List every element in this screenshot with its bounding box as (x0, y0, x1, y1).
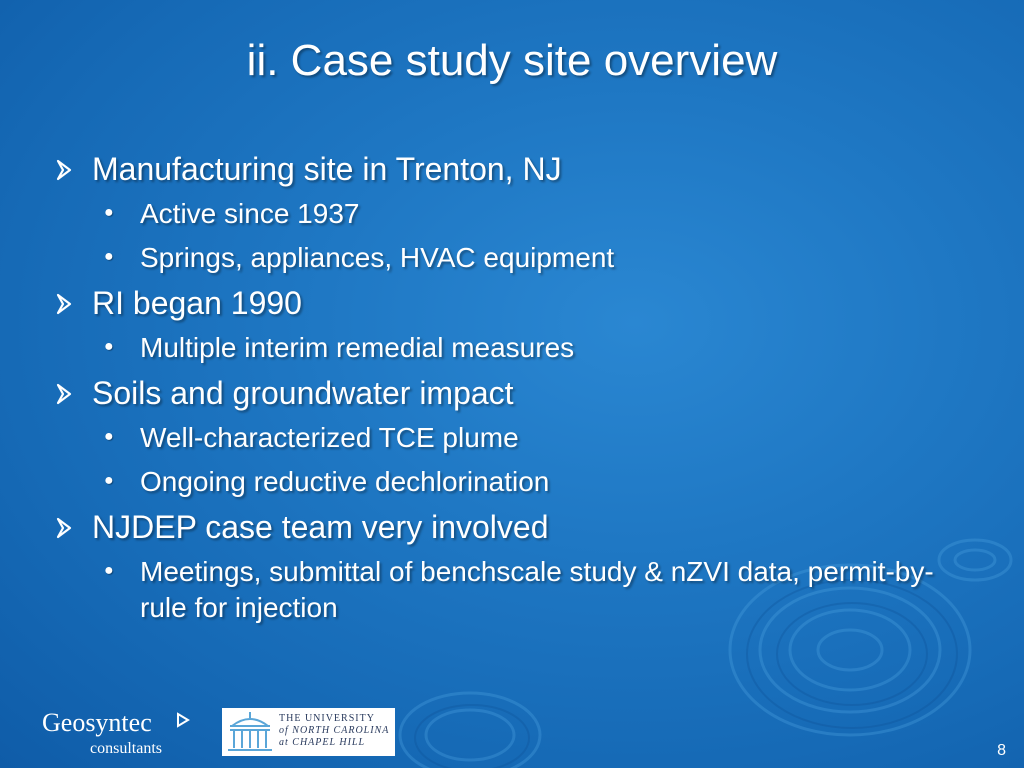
old-well-icon (224, 708, 276, 756)
bullet-text: NJDEP case team very involved (92, 509, 549, 545)
dot-bullet-icon: ● (104, 472, 114, 489)
unc-wordmark (279, 713, 389, 749)
bullet-item (54, 284, 974, 322)
geosyntec-name: Geosyntec (42, 708, 152, 737)
sub-bullet-item (102, 554, 974, 626)
arrow-bullet-icon (54, 374, 92, 410)
play-triangle-icon (176, 712, 190, 728)
sub-bullet-text: Meetings, submittal of benchscale study & nZVI data, permit-by-rule for injection (140, 556, 934, 623)
arrow-bullet-icon (54, 284, 92, 320)
sub-bullet-item (102, 330, 974, 366)
dot-bullet-icon: ● (104, 248, 114, 265)
arrow-bullet-icon (54, 508, 92, 544)
geosyntec-subtitle: consultants (90, 740, 162, 757)
dot-bullet-icon: ● (104, 562, 114, 579)
dot-bullet-icon: ● (104, 428, 114, 445)
sub-bullet-item (102, 464, 974, 500)
sub-bullet-text: Ongoing reductive dechlorination (140, 466, 550, 497)
sub-bullet-text: Multiple interim remedial measures (140, 332, 575, 363)
sub-bullet-item (102, 420, 974, 456)
sub-bullet-item (102, 196, 974, 232)
sub-bullet-text: Springs, appliances, HVAC equipment (140, 242, 615, 273)
unc-logo (222, 708, 395, 756)
bullet-text: Manufacturing site in Trenton, NJ (92, 151, 562, 187)
sub-bullet-text: Well-characterized TCE plume (140, 422, 519, 453)
arrow-bullet-icon (54, 150, 92, 186)
unc-line-3: at CHAPEL HILL (279, 737, 366, 748)
slide-title: ii. Case study site overview (246, 36, 778, 85)
unc-line-2: of NORTH CAROLINA (279, 725, 390, 736)
bullet-item (54, 374, 974, 412)
bullet-item (54, 508, 974, 546)
sub-bullet-item (102, 240, 974, 276)
bullet-text: RI began 1990 (92, 285, 302, 321)
page-number: 8 (997, 742, 1006, 759)
unc-line-1: THE UNIVERSITY (279, 713, 375, 724)
dot-bullet-icon: ● (104, 204, 114, 221)
geosyntec-logo (42, 708, 202, 757)
sub-bullet-text: Active since 1937 (140, 198, 360, 229)
bullet-item (54, 150, 974, 188)
dot-bullet-icon: ● (104, 338, 114, 355)
bullet-text: Soils and groundwater impact (92, 375, 514, 411)
bullet-list (54, 150, 974, 626)
